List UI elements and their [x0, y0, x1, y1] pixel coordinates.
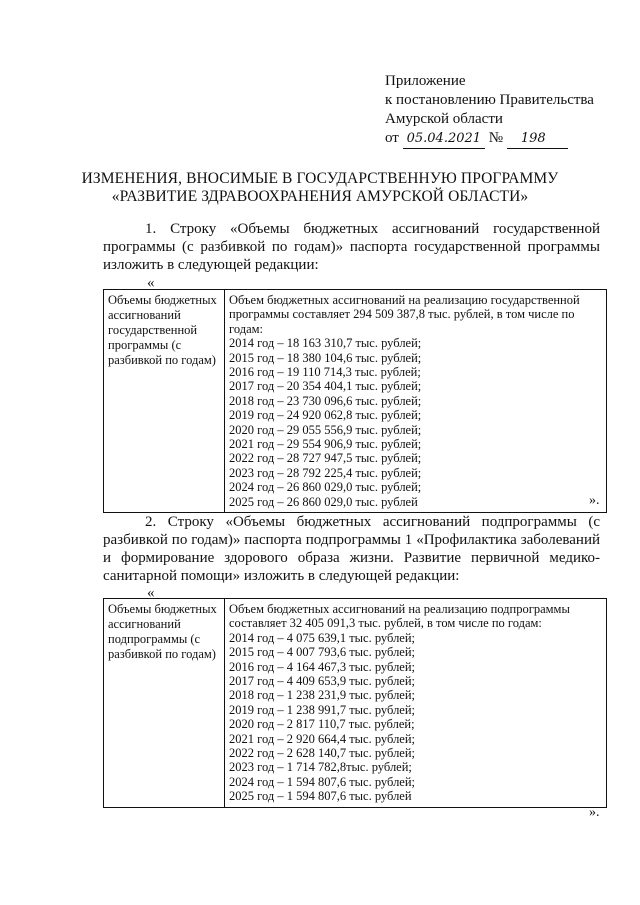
year-allocation-line: 2014 год – 4 075 639,1 тыс. рублей;: [229, 630, 416, 645]
year-allocation-line: 2022 год – 28 727 947,5 тыс. рублей;: [229, 451, 422, 466]
year-allocation-line: 2018 год – 1 238 231,9 тыс. рублей;: [229, 688, 416, 703]
title-line-1: ИЗМЕНЕНИЯ, ВНОСИМЫЕ В ГОСУДАРСТВЕННУЮ ПРОГРАММУ: [81, 170, 559, 187]
year-allocation-line: 2022 год – 2 628 140,7 тыс. рублей;: [229, 746, 416, 761]
section-1-table: [103, 289, 607, 513]
year-allocation-line: 2020 год – 29 055 556,9 тыс. рублей;: [229, 422, 422, 437]
year-allocation-line: 2019 год – 24 920 062,8 тыс. рублей;: [229, 408, 422, 423]
year-allocation-line: 2014 год – 18 163 310,7 тыс. рублей;: [229, 336, 422, 351]
header-date-line: [385, 129, 594, 149]
year-allocation-line: 2017 год – 20 354 404,1 тыс. рублей;: [229, 379, 422, 394]
handwritten-date: 05.04.2021: [403, 129, 485, 149]
section-2-left-cell: Объемы бюджетных ассигнований подпрограммы (с разбивкой по годам): [104, 599, 225, 808]
year-allocation-line: 2019 год – 1 238 991,7 тыс. рублей;: [229, 702, 416, 717]
year-allocation-line: 2020 год – 2 817 110,7 тыс. рублей;: [229, 717, 415, 732]
year-allocation-line: 2015 год – 4 007 793,6 тыс. рублей;: [229, 645, 416, 660]
section-2-paragraph: 2. Строку «Объемы бюджетных ассигнований подпрограммы (с разбивкой по годам)» паспорта подпрограммы 1 «Профилактика заболеваний и формирование здорового образа жизни. Развитие первичной медико-санитарной помощи» изложить в следующей редакции:: [103, 514, 600, 584]
section-1-right-cell: [225, 290, 607, 513]
section-1-close-quote: ».: [589, 493, 600, 508]
section-2-intro: Объем бюджетных ассигнований на реализацию подпрограммы составляет 32 405 091,3 тыс. рублей, в том числе по годам:: [229, 602, 570, 631]
section-1-left-cell: Объемы бюджетных ассигнований государственной программы (с разбивкой по годам): [104, 290, 225, 513]
header-line-1: Приложение: [385, 73, 466, 89]
year-allocation-line: 2017 год – 4 409 653,9 тыс. рублей;: [229, 674, 416, 689]
year-allocation-line: 2016 год – 19 110 714,3 тыс. рублей;: [229, 365, 421, 380]
section-1-text: [103, 220, 600, 274]
section-2-year-list: [229, 631, 602, 804]
handwritten-number: 198: [507, 129, 568, 149]
section-2-table: [103, 598, 607, 808]
year-allocation-line: 2023 год – 28 792 225,4 тыс. рублей;: [229, 465, 422, 480]
section-1-year-list: [229, 336, 602, 509]
year-allocation-line: 2025 год – 1 594 807,6 тыс. рублей: [229, 789, 412, 804]
section-2-text: [103, 513, 600, 585]
document-title: [0, 170, 640, 206]
year-allocation-line: 2016 год – 4 164 467,3 тыс. рублей;: [229, 659, 416, 674]
year-allocation-line: 2018 год – 23 730 096,6 тыс. рублей;: [229, 393, 422, 408]
section-1-paragraph: 1. Строку «Объемы бюджетных ассигнований государственной программы (с разбивкой по годам)» паспорта государственной программы изложить в следующей редакции:: [103, 221, 600, 273]
header-line-2: к постановлению Правительства: [385, 92, 594, 108]
header-block: [385, 72, 594, 149]
title-line-2: «РАЗВИТИЕ ЗДРАВООХРАНЕНИЯ АМУРСКОЙ ОБЛАСТИ»: [111, 188, 529, 205]
number-prefix: №: [488, 130, 504, 146]
section-1-intro: Объем бюджетных ассигнований на реализацию государственной программы составляет 294 509 387,8 тыс. рублей, в том числе по годам:: [229, 293, 580, 336]
header-line-3: Амурской области: [385, 111, 503, 127]
year-allocation-line: 2024 год – 26 860 029,0 тыс. рублей;: [229, 480, 422, 495]
year-allocation-line: 2024 год – 1 594 807,6 тыс. рублей;: [229, 774, 416, 789]
year-allocation-line: 2021 год – 2 920 664,4 тыс. рублей;: [229, 731, 416, 746]
year-allocation-line: 2015 год – 18 380 104,6 тыс. рублей;: [229, 350, 422, 365]
section-2-right-cell: [225, 599, 607, 808]
year-allocation-line: 2025 год – 26 860 029,0 тыс. рублей: [229, 494, 418, 509]
section-1-open-quote: «: [147, 275, 155, 291]
year-allocation-line: 2023 год – 1 714 782,8тыс. рублей;: [229, 760, 412, 775]
year-allocation-line: 2021 год – 29 554 906,9 тыс. рублей;: [229, 437, 422, 452]
section-2-open-quote: «: [147, 585, 155, 601]
date-prefix: от: [385, 130, 399, 146]
section-2-close-quote: ».: [589, 805, 600, 820]
